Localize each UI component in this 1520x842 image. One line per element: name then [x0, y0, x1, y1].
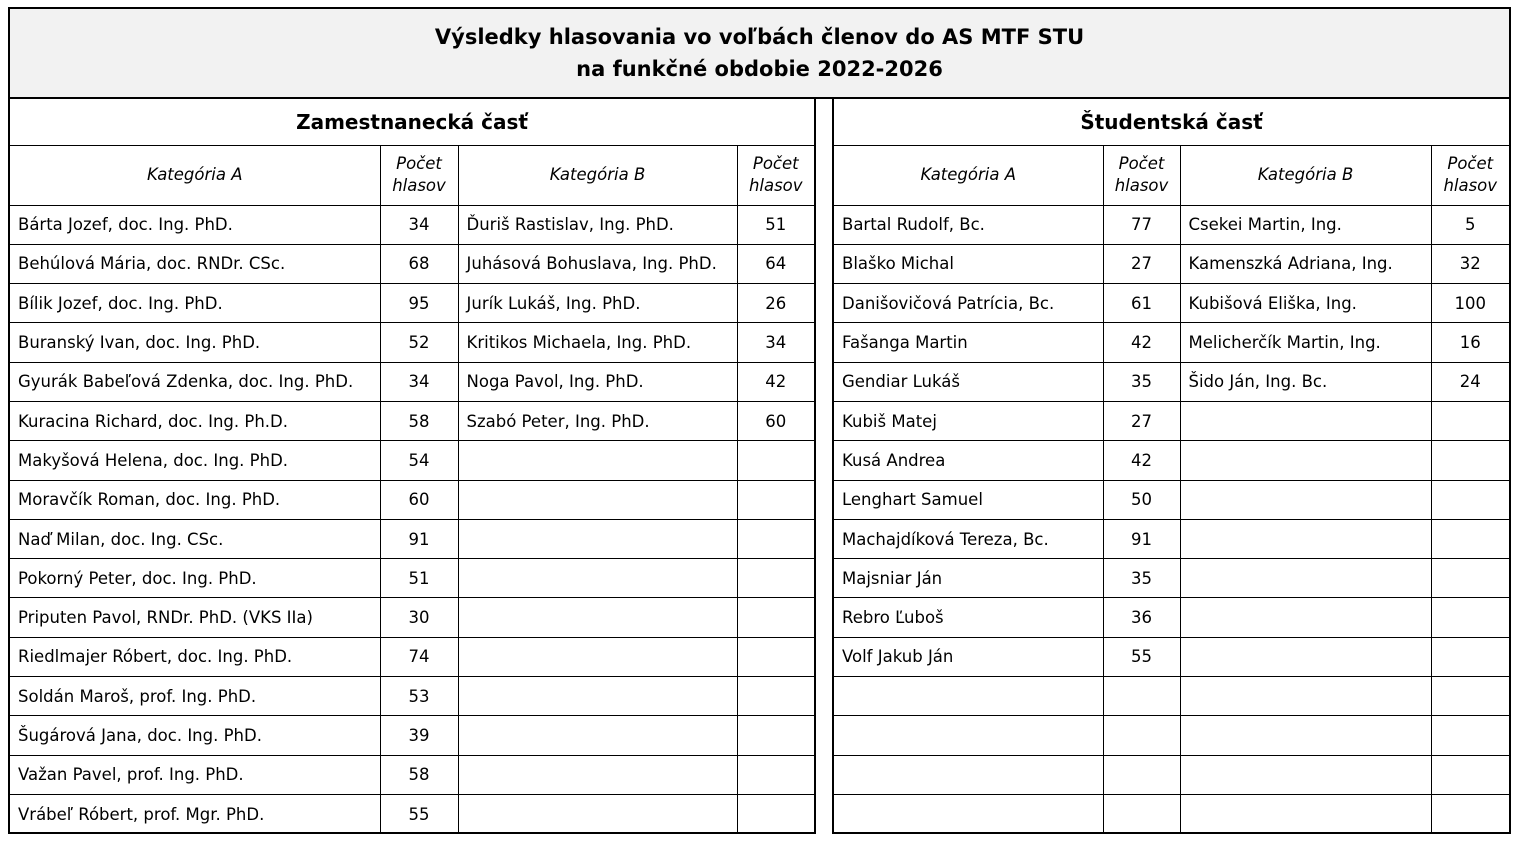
- vote-count-b: 60: [737, 401, 814, 440]
- candidate-name-a: Majsniar Ján: [834, 559, 1103, 598]
- student-section: [832, 97, 1511, 834]
- table-row: [834, 244, 1509, 283]
- employee-cat-a-header: Kategória A: [10, 146, 380, 205]
- table-row: [834, 480, 1509, 519]
- vote-count-b: 64: [737, 244, 814, 283]
- candidate-name-a: [834, 677, 1103, 716]
- table-row: [10, 401, 814, 440]
- table-row: [834, 637, 1509, 676]
- employee-heading: Zamestnanecká časť: [10, 99, 814, 146]
- vote-count-a: 58: [380, 755, 458, 794]
- vote-count-a: 61: [1103, 284, 1180, 323]
- student-header-row: [834, 146, 1509, 205]
- candidate-name-b: Szabó Peter, Ing. PhD.: [458, 401, 737, 440]
- title-line-2: na funkčné obdobie 2022-2026: [576, 57, 943, 81]
- employee-votes-b-header: Počet hlasov: [737, 146, 814, 205]
- vote-count-a: 53: [380, 677, 458, 716]
- student-cat-a-header: Kategória A: [834, 146, 1103, 205]
- candidate-name-a: Pokorný Peter, doc. Ing. PhD.: [10, 559, 380, 598]
- table-row: [834, 401, 1509, 440]
- vote-count-b: [1431, 480, 1509, 519]
- vote-count-a: [1103, 755, 1180, 794]
- vote-count-a: 42: [1103, 441, 1180, 480]
- candidate-name-a: Gendiar Lukáš: [834, 362, 1103, 401]
- candidate-name-b: [458, 598, 737, 637]
- table-row: [834, 284, 1509, 323]
- candidate-name-a: Danišovičová Patrícia, Bc.: [834, 284, 1103, 323]
- candidate-name-a: [834, 794, 1103, 833]
- candidate-name-b: [458, 716, 737, 755]
- table-row: [834, 205, 1509, 244]
- vote-count-a: 77: [1103, 205, 1180, 244]
- candidate-name-a: Buranský Ivan, doc. Ing. PhD.: [10, 323, 380, 362]
- table-row: [834, 323, 1509, 362]
- table-row: [10, 244, 814, 283]
- candidate-name-a: [834, 716, 1103, 755]
- table-row: [834, 794, 1509, 833]
- candidate-name-b: [458, 480, 737, 519]
- vote-count-b: [737, 598, 814, 637]
- vote-count-a: 55: [1103, 637, 1180, 676]
- vote-count-a: [1103, 794, 1180, 833]
- vote-count-b: [1431, 559, 1509, 598]
- candidate-name-a: Lenghart Samuel: [834, 480, 1103, 519]
- employee-table: [10, 146, 814, 834]
- vote-count-b: [1431, 677, 1509, 716]
- employee-header-row: [10, 146, 814, 205]
- vote-count-a: 54: [380, 441, 458, 480]
- candidate-name-b: [1180, 677, 1431, 716]
- vote-count-a: 52: [380, 323, 458, 362]
- vote-count-b: 100: [1431, 284, 1509, 323]
- vote-count-b: [737, 677, 814, 716]
- candidate-name-b: Csekei Martin, Ing.: [1180, 205, 1431, 244]
- vote-count-b: [737, 794, 814, 833]
- candidate-name-a: Makyšová Helena, doc. Ing. PhD.: [10, 441, 380, 480]
- vote-count-b: [737, 519, 814, 558]
- vote-count-a: 36: [1103, 598, 1180, 637]
- candidate-name-a: Gyurák Babeľová Zdenka, doc. Ing. PhD.: [10, 362, 380, 401]
- table-row: [10, 480, 814, 519]
- vote-count-a: 74: [380, 637, 458, 676]
- table-row: [10, 755, 814, 794]
- candidate-name-a: Šugárová Jana, doc. Ing. PhD.: [10, 716, 380, 755]
- vote-count-b: 26: [737, 284, 814, 323]
- vote-count-a: 60: [380, 480, 458, 519]
- vote-count-b: [737, 755, 814, 794]
- employee-votes-a-header: Počet hlasov: [380, 146, 458, 205]
- vote-count-b: 42: [737, 362, 814, 401]
- candidate-name-b: [1180, 637, 1431, 676]
- candidate-name-a: Moravčík Roman, doc. Ing. PhD.: [10, 480, 380, 519]
- vote-count-a: [1103, 716, 1180, 755]
- candidate-name-b: Juhásová Bohuslava, Ing. PhD.: [458, 244, 737, 283]
- vote-count-b: [737, 716, 814, 755]
- vote-count-b: [1431, 519, 1509, 558]
- candidate-name-b: [458, 441, 737, 480]
- table-row: [834, 559, 1509, 598]
- candidate-name-b: [1180, 755, 1431, 794]
- table-row: [10, 637, 814, 676]
- vote-count-b: 16: [1431, 323, 1509, 362]
- vote-count-a: [1103, 677, 1180, 716]
- candidate-name-b: Kritikos Michaela, Ing. PhD.: [458, 323, 737, 362]
- candidate-name-a: Kubiš Matej: [834, 401, 1103, 440]
- candidate-name-b: Šido Ján, Ing. Bc.: [1180, 362, 1431, 401]
- student-heading: Študentská časť: [834, 99, 1509, 146]
- employee-cat-b-header: Kategória B: [458, 146, 737, 205]
- candidate-name-b: [458, 755, 737, 794]
- table-row: [834, 716, 1509, 755]
- candidate-name-b: Noga Pavol, Ing. PhD.: [458, 362, 737, 401]
- table-row: [834, 519, 1509, 558]
- candidate-name-b: [458, 559, 737, 598]
- candidate-name-a: Riedlmajer Róbert, doc. Ing. PhD.: [10, 637, 380, 676]
- vote-count-b: [1431, 716, 1509, 755]
- candidate-name-a: Behúlová Mária, doc. RNDr. CSc.: [10, 244, 380, 283]
- candidate-name-b: [1180, 598, 1431, 637]
- candidate-name-a: Bartal Rudolf, Bc.: [834, 205, 1103, 244]
- candidate-name-a: Vrábeľ Róbert, prof. Mgr. PhD.: [10, 794, 380, 833]
- vote-count-b: [737, 559, 814, 598]
- candidate-name-b: Kubišová Eliška, Ing.: [1180, 284, 1431, 323]
- vote-count-a: 34: [380, 205, 458, 244]
- candidate-name-a: Kuracina Richard, doc. Ing. Ph.D.: [10, 401, 380, 440]
- table-row: [834, 362, 1509, 401]
- candidate-name-a: Priputen Pavol, RNDr. PhD. (VKS IIa): [10, 598, 380, 637]
- candidate-name-a: Fašanga Martin: [834, 323, 1103, 362]
- vote-count-a: 58: [380, 401, 458, 440]
- table-row: [10, 519, 814, 558]
- vote-count-b: [1431, 401, 1509, 440]
- table-row: [834, 755, 1509, 794]
- table-row: [10, 284, 814, 323]
- candidate-name-b: [1180, 480, 1431, 519]
- vote-count-a: 27: [1103, 244, 1180, 283]
- table-row: [10, 794, 814, 833]
- vote-count-b: 24: [1431, 362, 1509, 401]
- table-row: [10, 205, 814, 244]
- candidate-name-b: [1180, 441, 1431, 480]
- candidate-name-b: Melicherčík Martin, Ing.: [1180, 323, 1431, 362]
- candidate-name-a: Machajdíková Tereza, Bc.: [834, 519, 1103, 558]
- candidate-name-a: [834, 755, 1103, 794]
- table-row: [834, 677, 1509, 716]
- table-row: [834, 598, 1509, 637]
- vote-count-a: 30: [380, 598, 458, 637]
- candidate-name-b: Ďuriš Rastislav, Ing. PhD.: [458, 205, 737, 244]
- student-cat-b-header: Kategória B: [1180, 146, 1431, 205]
- candidate-name-b: [1180, 401, 1431, 440]
- student-votes-b-header: Počet hlasov: [1431, 146, 1509, 205]
- candidate-name-b: [1180, 716, 1431, 755]
- candidate-name-b: [1180, 559, 1431, 598]
- vote-count-a: 42: [1103, 323, 1180, 362]
- student-table: [834, 146, 1509, 834]
- table-row: [10, 598, 814, 637]
- vote-count-a: 35: [1103, 559, 1180, 598]
- vote-count-a: 35: [1103, 362, 1180, 401]
- vote-count-b: [1431, 441, 1509, 480]
- candidate-name-b: Jurík Lukáš, Ing. PhD.: [458, 284, 737, 323]
- table-row: [10, 441, 814, 480]
- candidate-name-a: Soldán Maroš, prof. Ing. PhD.: [10, 677, 380, 716]
- vote-count-a: 27: [1103, 401, 1180, 440]
- vote-count-b: 5: [1431, 205, 1509, 244]
- candidate-name-b: [458, 794, 737, 833]
- vote-count-a: 39: [380, 716, 458, 755]
- candidate-name-a: Bílik Jozef, doc. Ing. PhD.: [10, 284, 380, 323]
- vote-count-a: 50: [1103, 480, 1180, 519]
- vote-count-b: [1431, 598, 1509, 637]
- vote-count-b: [737, 637, 814, 676]
- document-title: [8, 7, 1511, 99]
- candidate-name-b: Kamenszká Adriana, Ing.: [1180, 244, 1431, 283]
- candidate-name-a: Volf Jakub Ján: [834, 637, 1103, 676]
- vote-count-a: 95: [380, 284, 458, 323]
- vote-count-a: 68: [380, 244, 458, 283]
- table-row: [834, 441, 1509, 480]
- vote-count-b: [1431, 794, 1509, 833]
- vote-count-b: 51: [737, 205, 814, 244]
- vote-count-b: [737, 480, 814, 519]
- candidate-name-a: Blaško Michal: [834, 244, 1103, 283]
- table-row: [10, 362, 814, 401]
- candidate-name-a: Rebro Ľuboš: [834, 598, 1103, 637]
- vote-count-a: 91: [380, 519, 458, 558]
- vote-count-b: [1431, 755, 1509, 794]
- candidate-name-a: Važan Pavel, prof. Ing. PhD.: [10, 755, 380, 794]
- candidate-name-b: [1180, 794, 1431, 833]
- vote-count-b: [1431, 637, 1509, 676]
- employee-section: [8, 97, 816, 834]
- table-row: [10, 716, 814, 755]
- table-row: [10, 323, 814, 362]
- candidate-name-b: [458, 519, 737, 558]
- vote-count-b: 34: [737, 323, 814, 362]
- vote-count-a: 55: [380, 794, 458, 833]
- vote-count-a: 91: [1103, 519, 1180, 558]
- title-line-1: Výsledky hlasovania vo voľbách členov do AS MTF STU: [434, 25, 1085, 49]
- candidate-name-b: [1180, 519, 1431, 558]
- candidate-name-b: [458, 637, 737, 676]
- student-votes-a-header: Počet hlasov: [1103, 146, 1180, 205]
- vote-count-b: [737, 441, 814, 480]
- candidate-name-a: Bárta Jozef, doc. Ing. PhD.: [10, 205, 380, 244]
- vote-count-a: 51: [380, 559, 458, 598]
- table-row: [10, 559, 814, 598]
- candidate-name-a: Naď Milan, doc. Ing. CSc.: [10, 519, 380, 558]
- candidate-name-a: Kusá Andrea: [834, 441, 1103, 480]
- vote-count-a: 34: [380, 362, 458, 401]
- table-row: [10, 677, 814, 716]
- vote-count-b: 32: [1431, 244, 1509, 283]
- candidate-name-b: [458, 677, 737, 716]
